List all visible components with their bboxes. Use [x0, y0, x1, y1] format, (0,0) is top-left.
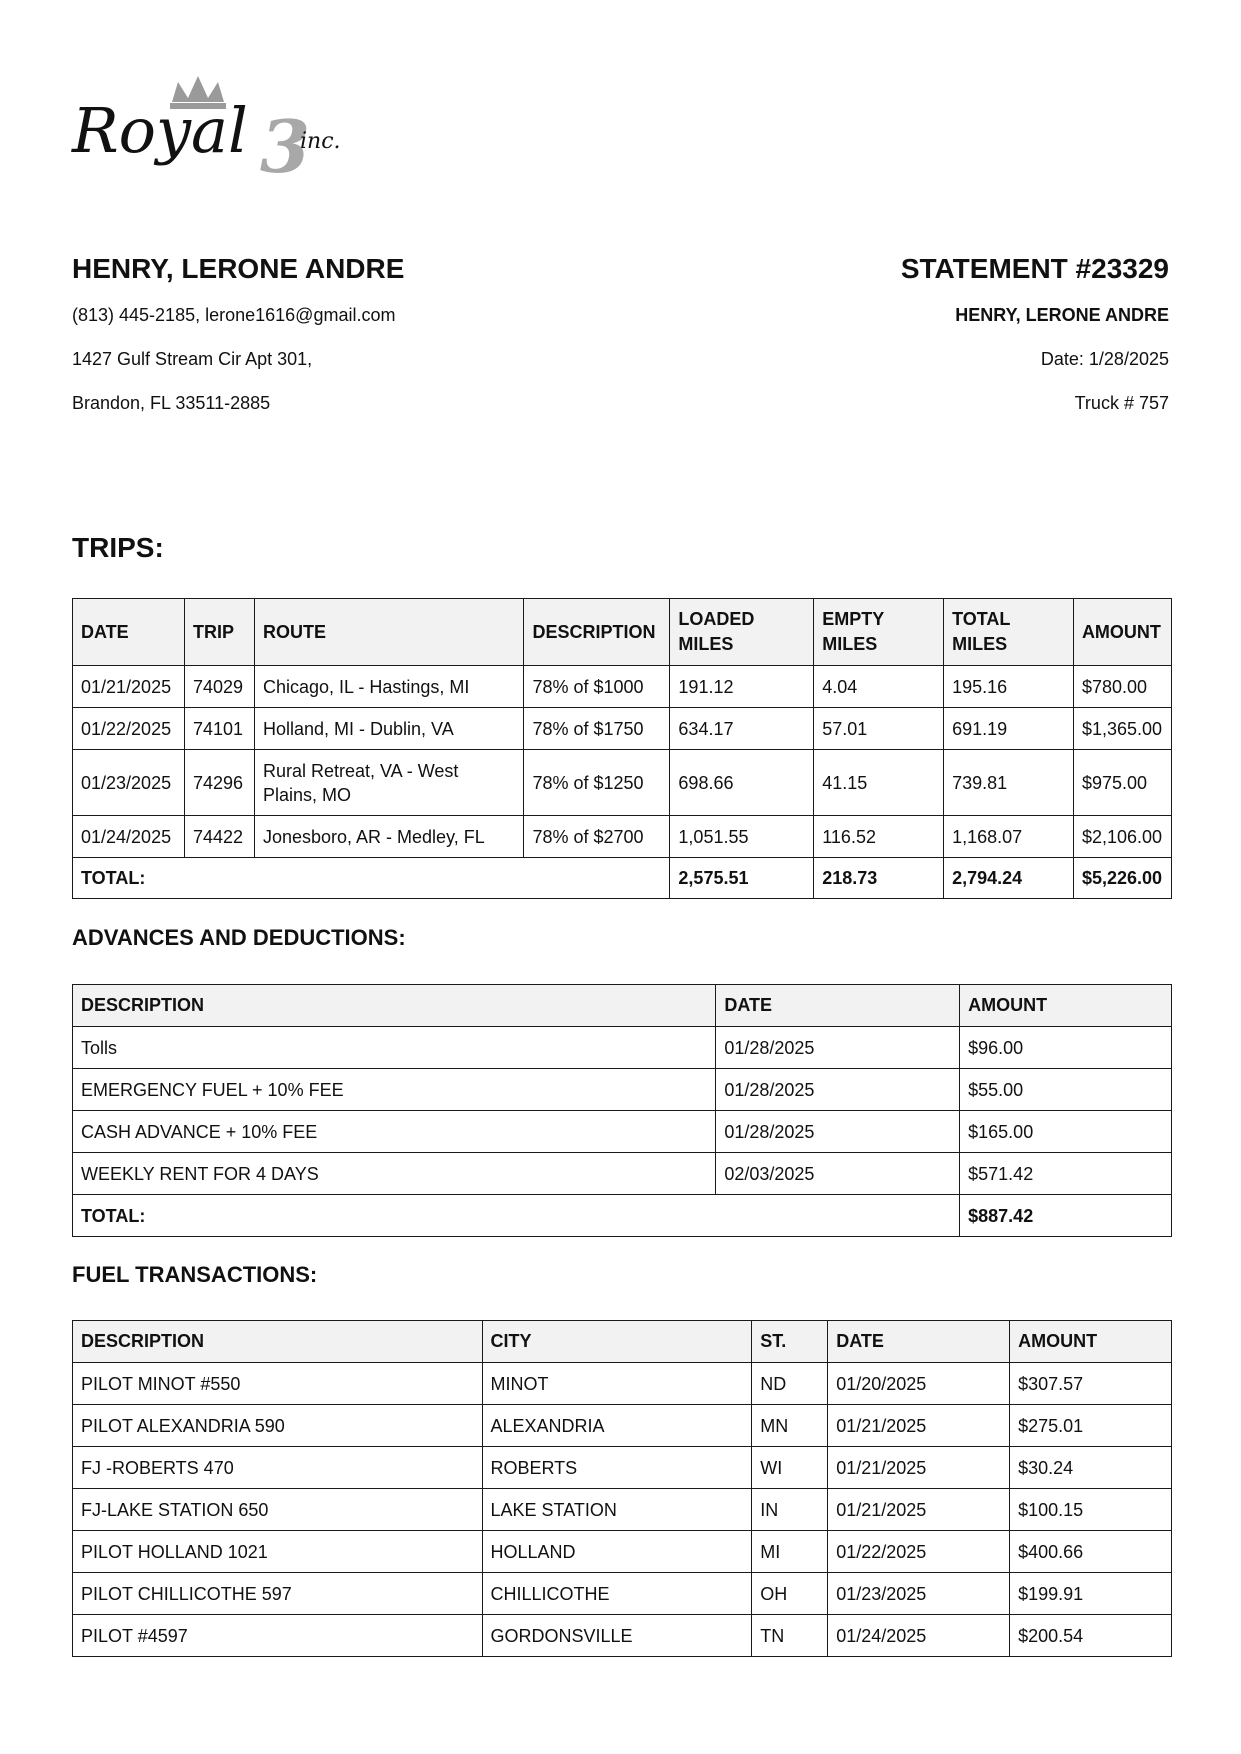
fuel-amount: $100.15: [1010, 1489, 1172, 1531]
trip-number: 74296: [184, 750, 254, 816]
total-miles: 2,794.24: [944, 858, 1074, 899]
table-row: [73, 1531, 1172, 1573]
column-header: DATE: [73, 599, 185, 666]
table-row: [73, 1489, 1172, 1531]
table-row: [73, 1573, 1172, 1615]
table-row: [73, 1027, 1172, 1069]
trip-amount: $1,365.00: [1073, 708, 1171, 750]
trips-total-row: [73, 858, 1172, 899]
trip-amount: $2,106.00: [1073, 816, 1171, 858]
table-row: [73, 1111, 1172, 1153]
fuel-state: IN: [752, 1489, 828, 1531]
driver-info: [72, 245, 404, 425]
statement-name: HENRY, LERONE ANDRE: [955, 305, 1169, 325]
fuel-city: CHILLICOTHE: [482, 1573, 752, 1615]
table-row: [73, 1447, 1172, 1489]
truck-number: Truck # 757: [1074, 393, 1169, 413]
table-row: [73, 1363, 1172, 1405]
fuel-state: TN: [752, 1615, 828, 1657]
column-header: EMPTY MILES: [814, 599, 944, 666]
total-amount: $887.42: [960, 1195, 1172, 1237]
fuel-date: 01/21/2025: [828, 1405, 1010, 1447]
trips-title: TRIPS:: [72, 532, 164, 563]
column-header: DATE: [828, 1321, 1010, 1363]
advance-amount: $55.00: [960, 1069, 1172, 1111]
fuel-title: FUEL TRANSACTIONS:: [72, 1262, 318, 1287]
driver-name: HENRY, LERONE ANDRE: [72, 253, 405, 284]
advance-date: 01/28/2025: [716, 1069, 960, 1111]
fuel-amount: $275.01: [1010, 1405, 1172, 1447]
column-header: TRIP: [184, 599, 254, 666]
column-header: AMOUNT: [1010, 1321, 1172, 1363]
trip-description: 78% of $1000: [524, 666, 670, 708]
trip-empty-miles: 57.01: [814, 708, 944, 750]
fuel-date: 01/24/2025: [828, 1615, 1010, 1657]
advance-date: 01/28/2025: [716, 1111, 960, 1153]
trip-route: Jonesboro, AR - Medley, FL: [254, 816, 523, 858]
trip-description: 78% of $1250: [524, 750, 670, 816]
fuel-date: 01/21/2025: [828, 1489, 1010, 1531]
advance-description: CASH ADVANCE + 10% FEE: [73, 1111, 716, 1153]
table-row: [73, 1615, 1172, 1657]
advance-date: 01/28/2025: [716, 1027, 960, 1069]
table-row: [73, 816, 1172, 858]
fuel-description: PILOT HOLLAND 1021: [73, 1531, 483, 1573]
table-row: [73, 666, 1172, 708]
royal3-logo-mark: [70, 70, 390, 200]
fuel-description: PILOT MINOT #550: [73, 1363, 483, 1405]
trip-amount: $780.00: [1073, 666, 1171, 708]
advance-amount: $96.00: [960, 1027, 1172, 1069]
fuel-state: WI: [752, 1447, 828, 1489]
total-amount: $5,226.00: [1073, 858, 1171, 899]
column-header: DATE: [716, 985, 960, 1027]
trip-loaded-miles: 698.66: [670, 750, 814, 816]
trip-total-miles: 1,168.07: [944, 816, 1074, 858]
fuel-city: HOLLAND: [482, 1531, 752, 1573]
trip-empty-miles: 41.15: [814, 750, 944, 816]
advance-amount: $165.00: [960, 1111, 1172, 1153]
fuel-city: MINOT: [482, 1363, 752, 1405]
fuel-state: ND: [752, 1363, 828, 1405]
trip-total-miles: 691.19: [944, 708, 1074, 750]
advance-description: WEEKLY RENT FOR 4 DAYS: [73, 1153, 716, 1195]
trip-number: 74422: [184, 816, 254, 858]
fuel-state: OH: [752, 1573, 828, 1615]
trip-route: Holland, MI - Dublin, VA: [254, 708, 523, 750]
fuel-description: PILOT #4597: [73, 1615, 483, 1657]
trip-total-miles: 195.16: [944, 666, 1074, 708]
fuel-amount: $307.57: [1010, 1363, 1172, 1405]
column-header: TOTAL MILES: [944, 599, 1074, 666]
fuel-amount: $200.54: [1010, 1615, 1172, 1657]
company-logo: [70, 70, 390, 200]
advance-description: EMERGENCY FUEL + 10% FEE: [73, 1069, 716, 1111]
trip-date: 01/23/2025: [73, 750, 185, 816]
fuel-city: ALEXANDRIA: [482, 1405, 752, 1447]
table-row: [73, 750, 1172, 816]
column-header: AMOUNT: [1073, 599, 1171, 666]
trip-route: Chicago, IL - Hastings, MI: [254, 666, 523, 708]
fuel-date: 01/20/2025: [828, 1363, 1010, 1405]
total-label: TOTAL:: [73, 1195, 960, 1237]
trip-amount: $975.00: [1073, 750, 1171, 816]
column-header: ST.: [752, 1321, 828, 1363]
table-header-row: [73, 599, 1172, 666]
advances-title: ADVANCES AND DEDUCTIONS:: [72, 925, 406, 950]
total-empty-miles: 218.73: [814, 858, 944, 899]
trip-date: 01/24/2025: [73, 816, 185, 858]
trip-empty-miles: 4.04: [814, 666, 944, 708]
fuel-state: MI: [752, 1531, 828, 1573]
trip-route: Rural Retreat, VA - West Plains, MO: [254, 750, 523, 816]
column-header: DESCRIPTION: [73, 985, 716, 1027]
fuel-description: FJ -ROBERTS 470: [73, 1447, 483, 1489]
advance-description: Tolls: [73, 1027, 716, 1069]
fuel-date: 01/22/2025: [828, 1531, 1010, 1573]
trips-table: [72, 598, 1172, 899]
table-row: [73, 1153, 1172, 1195]
table-row: [73, 1069, 1172, 1111]
column-header: DESCRIPTION: [524, 599, 670, 666]
fuel-city: GORDONSVILLE: [482, 1615, 752, 1657]
table-row: [73, 708, 1172, 750]
table-header-row: [73, 985, 1172, 1027]
fuel-date: 01/23/2025: [828, 1573, 1010, 1615]
column-header: DESCRIPTION: [73, 1321, 483, 1363]
advances-total-row: [73, 1195, 1172, 1237]
trip-empty-miles: 116.52: [814, 816, 944, 858]
svg-text:Royal: Royal: [72, 94, 248, 167]
statement-date: Date: 1/28/2025: [1040, 349, 1169, 369]
statement-title: STATEMENT #23329: [900, 253, 1169, 284]
svg-text:inc.: inc.: [300, 129, 341, 154]
trip-date: 01/21/2025: [73, 666, 185, 708]
column-header: LOADED MILES: [670, 599, 814, 666]
column-header: ROUTE: [254, 599, 523, 666]
trip-date: 01/22/2025: [73, 708, 185, 750]
table-header-row: [73, 1321, 1172, 1363]
svg-text:3: 3: [260, 104, 311, 189]
advances-table: [72, 984, 1172, 1237]
fuel-amount: $400.66: [1010, 1531, 1172, 1573]
driver-contact: (813) 445-2185, lerone1616@gmail.com: [72, 305, 396, 325]
trip-number: 74029: [184, 666, 254, 708]
trip-loaded-miles: 1,051.55: [670, 816, 814, 858]
fuel-state: MN: [752, 1405, 828, 1447]
driver-address-line2: Brandon, FL 33511-2885: [72, 393, 271, 413]
total-label: TOTAL:: [73, 858, 670, 899]
column-header: CITY: [482, 1321, 752, 1363]
table-row: [73, 1405, 1172, 1447]
fuel-description: FJ-LAKE STATION 650: [73, 1489, 483, 1531]
total-loaded-miles: 2,575.51: [670, 858, 814, 899]
fuel-description: PILOT CHILLICOTHE 597: [73, 1573, 483, 1615]
fuel-amount: $30.24: [1010, 1447, 1172, 1489]
fuel-date: 01/21/2025: [828, 1447, 1010, 1489]
advance-date: 02/03/2025: [716, 1153, 960, 1195]
fuel-table: [72, 1320, 1172, 1657]
trip-description: 78% of $2700: [524, 816, 670, 858]
trip-description: 78% of $1750: [524, 708, 670, 750]
driver-address-line1: 1427 Gulf Stream Cir Apt 301,: [72, 349, 313, 369]
trip-loaded-miles: 634.17: [670, 708, 814, 750]
fuel-amount: $199.91: [1010, 1573, 1172, 1615]
trip-loaded-miles: 191.12: [670, 666, 814, 708]
advance-amount: $571.42: [960, 1153, 1172, 1195]
trip-number: 74101: [184, 708, 254, 750]
fuel-city: LAKE STATION: [482, 1489, 752, 1531]
column-header: AMOUNT: [960, 985, 1172, 1027]
fuel-city: ROBERTS: [482, 1447, 752, 1489]
trip-total-miles: 739.81: [944, 750, 1074, 816]
statement-info: [901, 245, 1169, 425]
fuel-description: PILOT ALEXANDRIA 590: [73, 1405, 483, 1447]
